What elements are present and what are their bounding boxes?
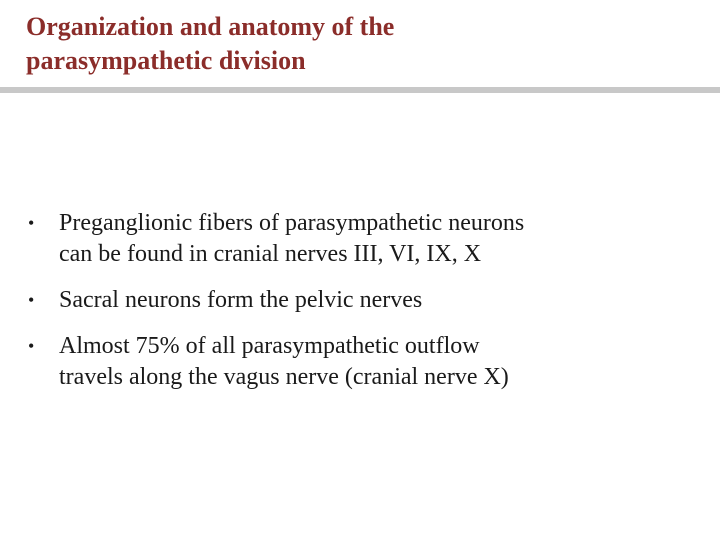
slide-title-line-2: parasympathetic division bbox=[26, 46, 306, 75]
bullet-list bbox=[26, 208, 706, 408]
bullet-text-line: can be found in cranial nerves III, VI, IX, X bbox=[59, 241, 482, 267]
bullet-icon: • bbox=[28, 290, 35, 310]
slide-title-line-1: Organization and anatomy of the bbox=[26, 12, 395, 41]
bullet-icon: • bbox=[28, 213, 35, 233]
bullet-item-preganglionic-fibers bbox=[26, 208, 706, 270]
bullet-item-vagus-outflow bbox=[26, 331, 706, 393]
bullet-icon: • bbox=[28, 336, 35, 356]
slide-title bbox=[26, 10, 706, 78]
bullet-item-sacral-neurons bbox=[26, 285, 706, 316]
bullet-text-line: Almost 75% of all parasympathetic outflow bbox=[59, 333, 480, 359]
bullet-text-line: Preganglionic fibers of parasympathetic neurons bbox=[59, 210, 525, 236]
title-divider bbox=[0, 87, 720, 93]
bullet-text-line: travels along the vagus nerve (cranial nerve X) bbox=[59, 364, 509, 390]
bullet-text-line: Sacral neurons form the pelvic nerves bbox=[59, 287, 423, 313]
